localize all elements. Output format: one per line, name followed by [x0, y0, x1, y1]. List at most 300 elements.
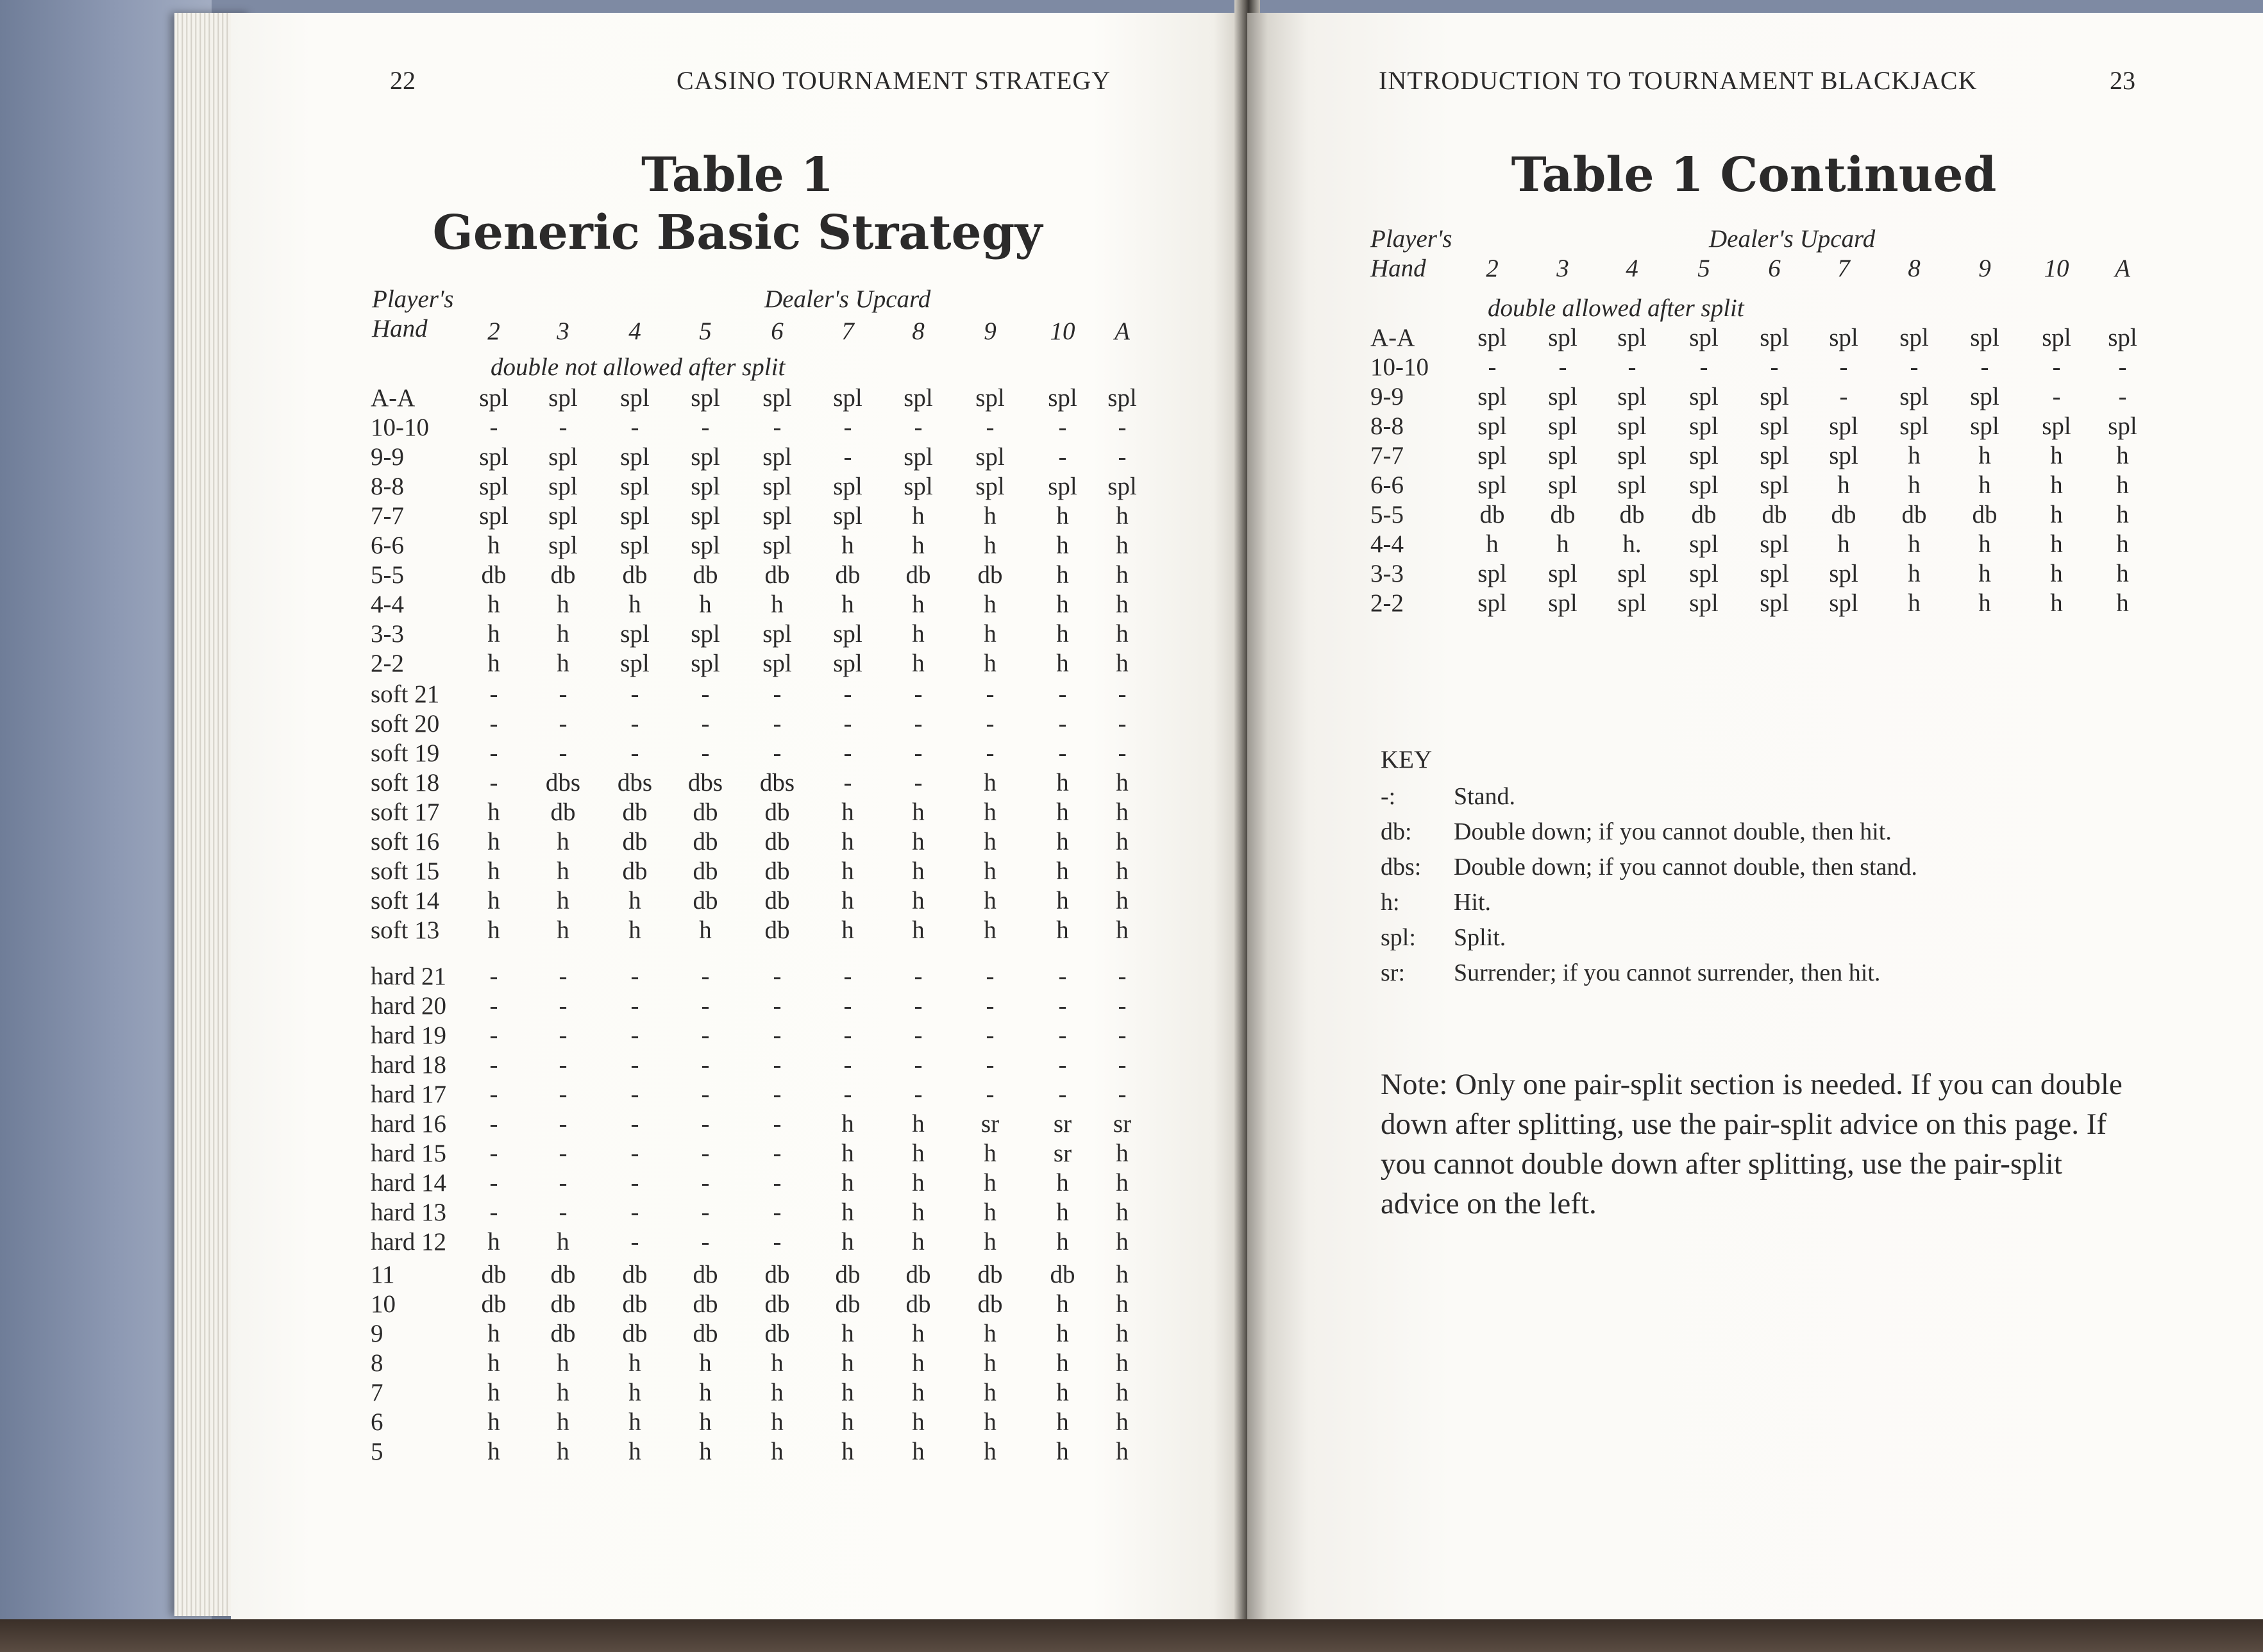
strategy-cell: h [1056, 1290, 1069, 1318]
strategy-cell: spl [762, 473, 792, 500]
hand-label-cell: soft 21 [371, 680, 440, 708]
strategy-cell: spl [1107, 384, 1137, 412]
strategy-cell: h [841, 1169, 854, 1197]
strategy-cell: dbs [687, 769, 723, 796]
strategy-cell: h [984, 1140, 997, 1167]
strategy-cell: spl [620, 473, 650, 500]
dealer-upcard-label: Dealer's Upcard [764, 285, 931, 313]
strategy-cell: - [1839, 383, 1848, 410]
strategy-cell: h [699, 1379, 712, 1406]
strategy-cell: h [1116, 502, 1129, 530]
hand-label-cell: soft 19 [371, 739, 440, 767]
strategy-cell: - [1488, 353, 1497, 381]
strategy-cell: h [557, 620, 569, 648]
strategy-cell: h [1056, 1169, 1069, 1197]
strategy-cell: - [2052, 383, 2061, 410]
strategy-cell: h [1978, 589, 1991, 617]
strategy-cell: - [489, 1199, 498, 1226]
hand-label-cell: 8-8 [371, 473, 404, 500]
strategy-cell: db [835, 1290, 861, 1318]
strategy-cell: h [984, 916, 997, 944]
strategy-cell: spl [1689, 412, 1719, 440]
strategy-cell: h [912, 1379, 925, 1406]
right-page-number: 23 [2110, 66, 2135, 95]
strategy-cell: h [841, 828, 854, 856]
strategy-cell: - [630, 710, 639, 738]
key-description: Split. [1454, 924, 1506, 951]
strategy-cell: spl [691, 620, 720, 648]
strategy-cell: spl [762, 620, 792, 648]
strategy-cell: db [622, 798, 648, 826]
strategy-cell: h [628, 1379, 641, 1406]
strategy-cell: - [701, 1199, 710, 1226]
hand-label-cell: 7 [371, 1379, 383, 1406]
strategy-cell: - [701, 680, 710, 708]
strategy-cell: spl [620, 532, 650, 559]
strategy-cell: - [773, 1228, 782, 1256]
hand-label: Hand [372, 315, 428, 342]
strategy-cell: h [984, 1199, 997, 1226]
strategy-cell: - [1118, 963, 1127, 990]
strategy-cell: spl [1970, 412, 1999, 440]
strategy-cell: db [764, 798, 790, 826]
strategy-cell: h [771, 1379, 784, 1406]
strategy-cell: db [481, 561, 507, 589]
hand-label-cell: soft 18 [371, 769, 440, 796]
key-description: Surrender; if you cannot surrender, then hit. [1454, 959, 1881, 986]
strategy-cell: - [1118, 1022, 1127, 1049]
strategy-cell: - [2052, 353, 2061, 381]
strategy-cell: h [1116, 650, 1129, 677]
strategy-cell: - [1118, 1051, 1127, 1079]
strategy-cell: h [984, 887, 997, 914]
strategy-cell: - [843, 414, 852, 441]
strategy-cell: h [1486, 530, 1499, 558]
upcard-header-cell: 4 [1626, 255, 1638, 282]
strategy-cell: spl [1477, 324, 1507, 351]
strategy-cell: - [843, 680, 852, 708]
strategy-cell: spl [620, 384, 650, 412]
strategy-cell: spl [1689, 442, 1719, 469]
hand-label-cell: 4-4 [371, 591, 404, 618]
strategy-cell: spl [479, 384, 509, 412]
strategy-cell: - [773, 992, 782, 1020]
strategy-cell: sr [980, 1110, 1000, 1138]
upcard-header-cell: 3 [1556, 255, 1569, 282]
strategy-cell: spl [548, 473, 578, 500]
strategy-cell: - [701, 710, 710, 738]
players-label: Player's [1370, 225, 1452, 253]
strategy-cell: h [1116, 1320, 1129, 1347]
strategy-cell: h [487, 1228, 500, 1256]
strategy-cell: h [1116, 1290, 1129, 1318]
strategy-cell: - [489, 710, 498, 738]
strategy-cell: h [1056, 798, 1069, 826]
strategy-cell: spl [1689, 383, 1719, 410]
key-code: db: [1381, 818, 1412, 845]
hand-label-cell: soft 17 [371, 798, 440, 826]
strategy-cell: h [984, 1320, 997, 1347]
hand-label-cell: A-A [371, 384, 416, 412]
strategy-cell: db [1619, 501, 1645, 528]
strategy-cell: h [1978, 471, 1991, 499]
hand-label-cell: hard 21 [371, 963, 447, 990]
strategy-cell: db [693, 828, 718, 856]
strategy-cell: db [1831, 501, 1856, 528]
strategy-cell: h [1056, 532, 1069, 559]
strategy-cell: - [914, 680, 923, 708]
strategy-cell: spl [975, 443, 1005, 471]
strategy-cell: db [977, 1261, 1003, 1288]
strategy-cell: spl [1760, 560, 1789, 587]
strategy-cell: h [912, 1438, 925, 1465]
strategy-cell: spl [1899, 412, 1929, 440]
strategy-cell: h [699, 916, 712, 944]
hand-label-cell: 2-2 [371, 650, 404, 677]
strategy-cell: h [487, 798, 500, 826]
upcard-header-cell: 7 [1837, 255, 1850, 282]
right-page [1247, 13, 2263, 1619]
strategy-cell: spl [1829, 560, 1858, 587]
strategy-cell: h [1056, 561, 1069, 589]
strategy-cell: - [773, 1199, 782, 1226]
strategy-cell: db [481, 1290, 507, 1318]
strategy-cell: - [559, 710, 568, 738]
strategy-cell: sr [1053, 1140, 1072, 1167]
strategy-cell: h [841, 857, 854, 885]
strategy-cell: - [843, 739, 852, 767]
strategy-cell: - [843, 963, 852, 990]
strategy-cell: h [841, 916, 854, 944]
hand-label-cell: 7-7 [371, 502, 404, 530]
key-code: -: [1381, 783, 1396, 810]
upcard-header-cell: 5 [699, 317, 712, 345]
strategy-cell: - [489, 414, 498, 441]
strategy-cell: h [1056, 769, 1069, 796]
strategy-cell: spl [620, 443, 650, 471]
strategy-cell: h [557, 828, 569, 856]
strategy-cell: h [487, 1379, 500, 1406]
strategy-cell: - [2118, 383, 2127, 410]
strategy-cell: h [1116, 532, 1129, 559]
note-paragraph: Note: Only one pair-split section is needed. If you can double down after splitting, use the pair-split advice on this page. If you cannot double down after splitting, use the pair-split advice on the left. [1381, 1068, 2123, 1220]
strategy-cell: spl [1899, 324, 1929, 351]
strategy-cell: spl [1689, 324, 1719, 351]
strategy-cell: - [489, 769, 498, 796]
strategy-cell: h [628, 1408, 641, 1436]
strategy-cell: spl [1548, 560, 1577, 587]
strategy-cell: - [843, 1081, 852, 1108]
strategy-cell: db [693, 887, 718, 914]
strategy-cell: - [843, 992, 852, 1020]
strategy-cell: db [1972, 501, 1998, 528]
strategy-cell: h [912, 620, 925, 648]
hand-label-cell: hard 14 [371, 1169, 447, 1197]
hand-label-cell: 9 [371, 1320, 383, 1347]
strategy-cell: - [489, 1081, 498, 1108]
strategy-cell: spl [1617, 442, 1647, 469]
players-label: Player's [372, 285, 454, 313]
hand-label-cell: hard 18 [371, 1051, 447, 1079]
strategy-cell: - [986, 710, 995, 738]
strategy-cell: spl [691, 473, 720, 500]
strategy-cell: h [1116, 591, 1129, 618]
upcard-header-cell: A [1115, 317, 1130, 345]
strategy-cell: - [1058, 1022, 1067, 1049]
strategy-cell: h [841, 1438, 854, 1465]
strategy-cell: h [628, 1438, 641, 1465]
strategy-cell: spl [833, 502, 862, 530]
strategy-cell: h [699, 1438, 712, 1465]
strategy-cell: h [1837, 530, 1850, 558]
strategy-cell: db [693, 1261, 718, 1288]
upcard-header-cell: 8 [912, 317, 925, 345]
key-code: h: [1381, 889, 1400, 916]
strategy-cell: dbs [545, 769, 581, 796]
strategy-cell: - [773, 1140, 782, 1167]
strategy-cell: spl [1829, 442, 1858, 469]
strategy-cell: h [1056, 1320, 1069, 1347]
strategy-cell: h [841, 532, 854, 559]
left-page [231, 13, 1244, 1619]
strategy-cell: - [489, 1022, 498, 1049]
strategy-cell: spl [1477, 412, 1507, 440]
strategy-cell: h [1056, 650, 1069, 677]
strategy-cell: h [912, 828, 925, 856]
strategy-cell: h [557, 591, 569, 618]
hand-label-cell: soft 16 [371, 828, 440, 856]
strategy-cell: h [487, 532, 500, 559]
strategy-cell: - [986, 1051, 995, 1079]
strategy-cell: - [701, 963, 710, 990]
hand-label-cell: 9-9 [1370, 383, 1404, 410]
strategy-cell: - [1558, 353, 1567, 381]
strategy-cell: h [2050, 589, 2063, 617]
strategy-cell: - [630, 1140, 639, 1167]
strategy-cell: h [557, 916, 569, 944]
strategy-cell: h [557, 650, 569, 677]
strategy-cell: spl [833, 620, 862, 648]
strategy-cell: db [764, 916, 790, 944]
strategy-cell: sr [1113, 1110, 1132, 1138]
hand-label-cell: 7-7 [1370, 442, 1404, 469]
hand-label-cell: 6-6 [371, 532, 404, 559]
strategy-cell: - [489, 1140, 498, 1167]
strategy-cell: - [1699, 353, 1708, 381]
strategy-cell: - [914, 1051, 923, 1079]
strategy-cell: db [764, 1320, 790, 1347]
strategy-cell: - [559, 1081, 568, 1108]
strategy-cell: spl [1689, 471, 1719, 499]
strategy-cell: h [1056, 1408, 1069, 1436]
strategy-cell: h [557, 1438, 569, 1465]
strategy-cell: db [550, 1320, 576, 1347]
hand-label-cell: hard 16 [371, 1110, 447, 1138]
strategy-cell: spl [620, 650, 650, 677]
strategy-cell: spl [2108, 324, 2137, 351]
strategy-cell: spl [762, 532, 792, 559]
strategy-cell: spl [1689, 589, 1719, 617]
strategy-cell: - [773, 680, 782, 708]
strategy-cell: spl [762, 502, 792, 530]
strategy-cell: - [559, 963, 568, 990]
hand-label-cell: 5 [371, 1438, 383, 1465]
strategy-cell: spl [1760, 471, 1789, 499]
strategy-cell: db [1762, 501, 1787, 528]
strategy-cell: spl [1617, 383, 1647, 410]
strategy-cell: h [1978, 560, 1991, 587]
strategy-cell: spl [548, 532, 578, 559]
strategy-cell: spl [975, 473, 1005, 500]
strategy-cell: h [912, 1228, 925, 1256]
strategy-cell: spl [1970, 324, 1999, 351]
strategy-cell: h [841, 1140, 854, 1167]
strategy-cell: - [489, 1051, 498, 1079]
strategy-cell: - [773, 1081, 782, 1108]
strategy-cell: h [2050, 442, 2063, 469]
strategy-cell: - [773, 710, 782, 738]
strategy-cell: - [701, 739, 710, 767]
strategy-cell: h [1908, 442, 1921, 469]
strategy-cell: spl [1048, 384, 1077, 412]
strategy-cell: h [841, 1228, 854, 1256]
strategy-cell: h [1116, 887, 1129, 914]
strategy-cell: - [701, 1110, 710, 1138]
hand-label-cell: hard 20 [371, 992, 447, 1020]
strategy-cell: spl [904, 473, 933, 500]
upcard-header-cell: 2 [487, 317, 500, 345]
strategy-cell: h [1056, 1438, 1069, 1465]
strategy-cell: db [622, 1290, 648, 1318]
upcard-header-cell: 8 [1908, 255, 1921, 282]
strategy-cell: db [693, 798, 718, 826]
strategy-cell: h [1116, 1228, 1129, 1256]
upcard-header-cell: 9 [1978, 255, 1991, 282]
strategy-cell: - [701, 414, 710, 441]
strategy-cell: spl [1548, 324, 1577, 351]
strategy-cell: spl [833, 650, 862, 677]
strategy-cell: - [559, 1169, 568, 1197]
strategy-cell: h [912, 1199, 925, 1226]
strategy-cell: spl [1829, 324, 1858, 351]
strategy-cell: db [693, 1320, 718, 1347]
strategy-cell: db [550, 561, 576, 589]
upcard-header-cell: 9 [984, 317, 997, 345]
strategy-cell: h [487, 828, 500, 856]
strategy-cell: spl [1477, 560, 1507, 587]
strategy-cell: h [2050, 530, 2063, 558]
table-continued-title: Table 1 Continued [1511, 148, 1997, 203]
strategy-cell: spl [1760, 412, 1789, 440]
strategy-cell: spl [620, 620, 650, 648]
strategy-cell: h [984, 828, 997, 856]
strategy-cell: h [1056, 1379, 1069, 1406]
strategy-cell: - [986, 739, 995, 767]
strategy-cell: - [914, 963, 923, 990]
strategy-cell: h [487, 591, 500, 618]
upcard-header-cell: A [2115, 255, 2130, 282]
strategy-cell: h [1056, 916, 1069, 944]
strategy-cell: spl [975, 384, 1005, 412]
strategy-cell: - [986, 414, 995, 441]
strategy-cell: - [489, 1110, 498, 1138]
hand-label-cell: 8 [371, 1349, 383, 1377]
hand-label-cell: soft 14 [371, 887, 440, 914]
strategy-cell: h [984, 1349, 997, 1377]
strategy-cell: spl [1617, 471, 1647, 499]
strategy-cell: db [622, 1320, 648, 1347]
dealer-upcard-label: Dealer's Upcard [1709, 225, 1876, 253]
strategy-cell: spl [620, 502, 650, 530]
key-description: Double down; if you cannot double, then stand. [1454, 854, 1917, 881]
hand-label-cell: 2-2 [1370, 589, 1404, 617]
strategy-cell: - [1118, 443, 1127, 471]
hand-label-cell: hard 17 [371, 1081, 447, 1108]
strategy-cell: h [912, 1408, 925, 1436]
strategy-cell: - [559, 680, 568, 708]
strategy-cell: h [2050, 471, 2063, 499]
strategy-cell: h [1056, 620, 1069, 648]
strategy-cell: - [986, 680, 995, 708]
strategy-cell: spl [691, 443, 720, 471]
strategy-cell: - [1839, 353, 1848, 381]
hand-label-cell: 10 [371, 1290, 396, 1318]
strategy-cell: spl [762, 384, 792, 412]
strategy-cell: db [905, 1261, 931, 1288]
strategy-cell: db [693, 561, 718, 589]
hand-label-cell: soft 13 [371, 916, 440, 944]
strategy-cell: h [912, 502, 925, 530]
strategy-cell: h [487, 857, 500, 885]
strategy-cell: h [984, 1379, 997, 1406]
strategy-cell: - [914, 769, 923, 796]
strategy-cell: - [559, 1199, 568, 1226]
strategy-cell: spl [1048, 473, 1077, 500]
strategy-cell: h [841, 798, 854, 826]
strategy-cell: - [489, 680, 498, 708]
strategy-cell: h [628, 916, 641, 944]
strategy-cell: - [986, 992, 995, 1020]
strategy-cell: - [630, 414, 639, 441]
strategy-cell: - [559, 1140, 568, 1167]
strategy-cell: - [701, 1051, 710, 1079]
strategy-cell: spl [691, 502, 720, 530]
strategy-cell: - [630, 1199, 639, 1226]
strategy-cell: h [1116, 1349, 1129, 1377]
strategy-cell: h [984, 532, 997, 559]
strategy-cell: h [841, 1379, 854, 1406]
key-description: Stand. [1454, 783, 1516, 810]
strategy-cell: spl [1689, 560, 1719, 587]
strategy-cell: spl [2108, 412, 2137, 440]
strategy-cell: h [2116, 560, 2129, 587]
strategy-cell: spl [2042, 412, 2071, 440]
strategy-cell: - [489, 963, 498, 990]
strategy-cell: - [630, 1022, 639, 1049]
pair-note: double allowed after split [1488, 294, 1744, 322]
strategy-cell: - [559, 1051, 568, 1079]
strategy-cell: spl [904, 384, 933, 412]
strategy-cell: spl [479, 502, 509, 530]
strategy-cell: spl [479, 443, 509, 471]
strategy-cell: db [764, 828, 790, 856]
strategy-cell: db [693, 1290, 718, 1318]
strategy-cell: h [984, 798, 997, 826]
strategy-cell: db [622, 1261, 648, 1288]
strategy-cell: - [701, 1228, 710, 1256]
strategy-cell: h [699, 1349, 712, 1377]
strategy-cell: spl [691, 650, 720, 677]
